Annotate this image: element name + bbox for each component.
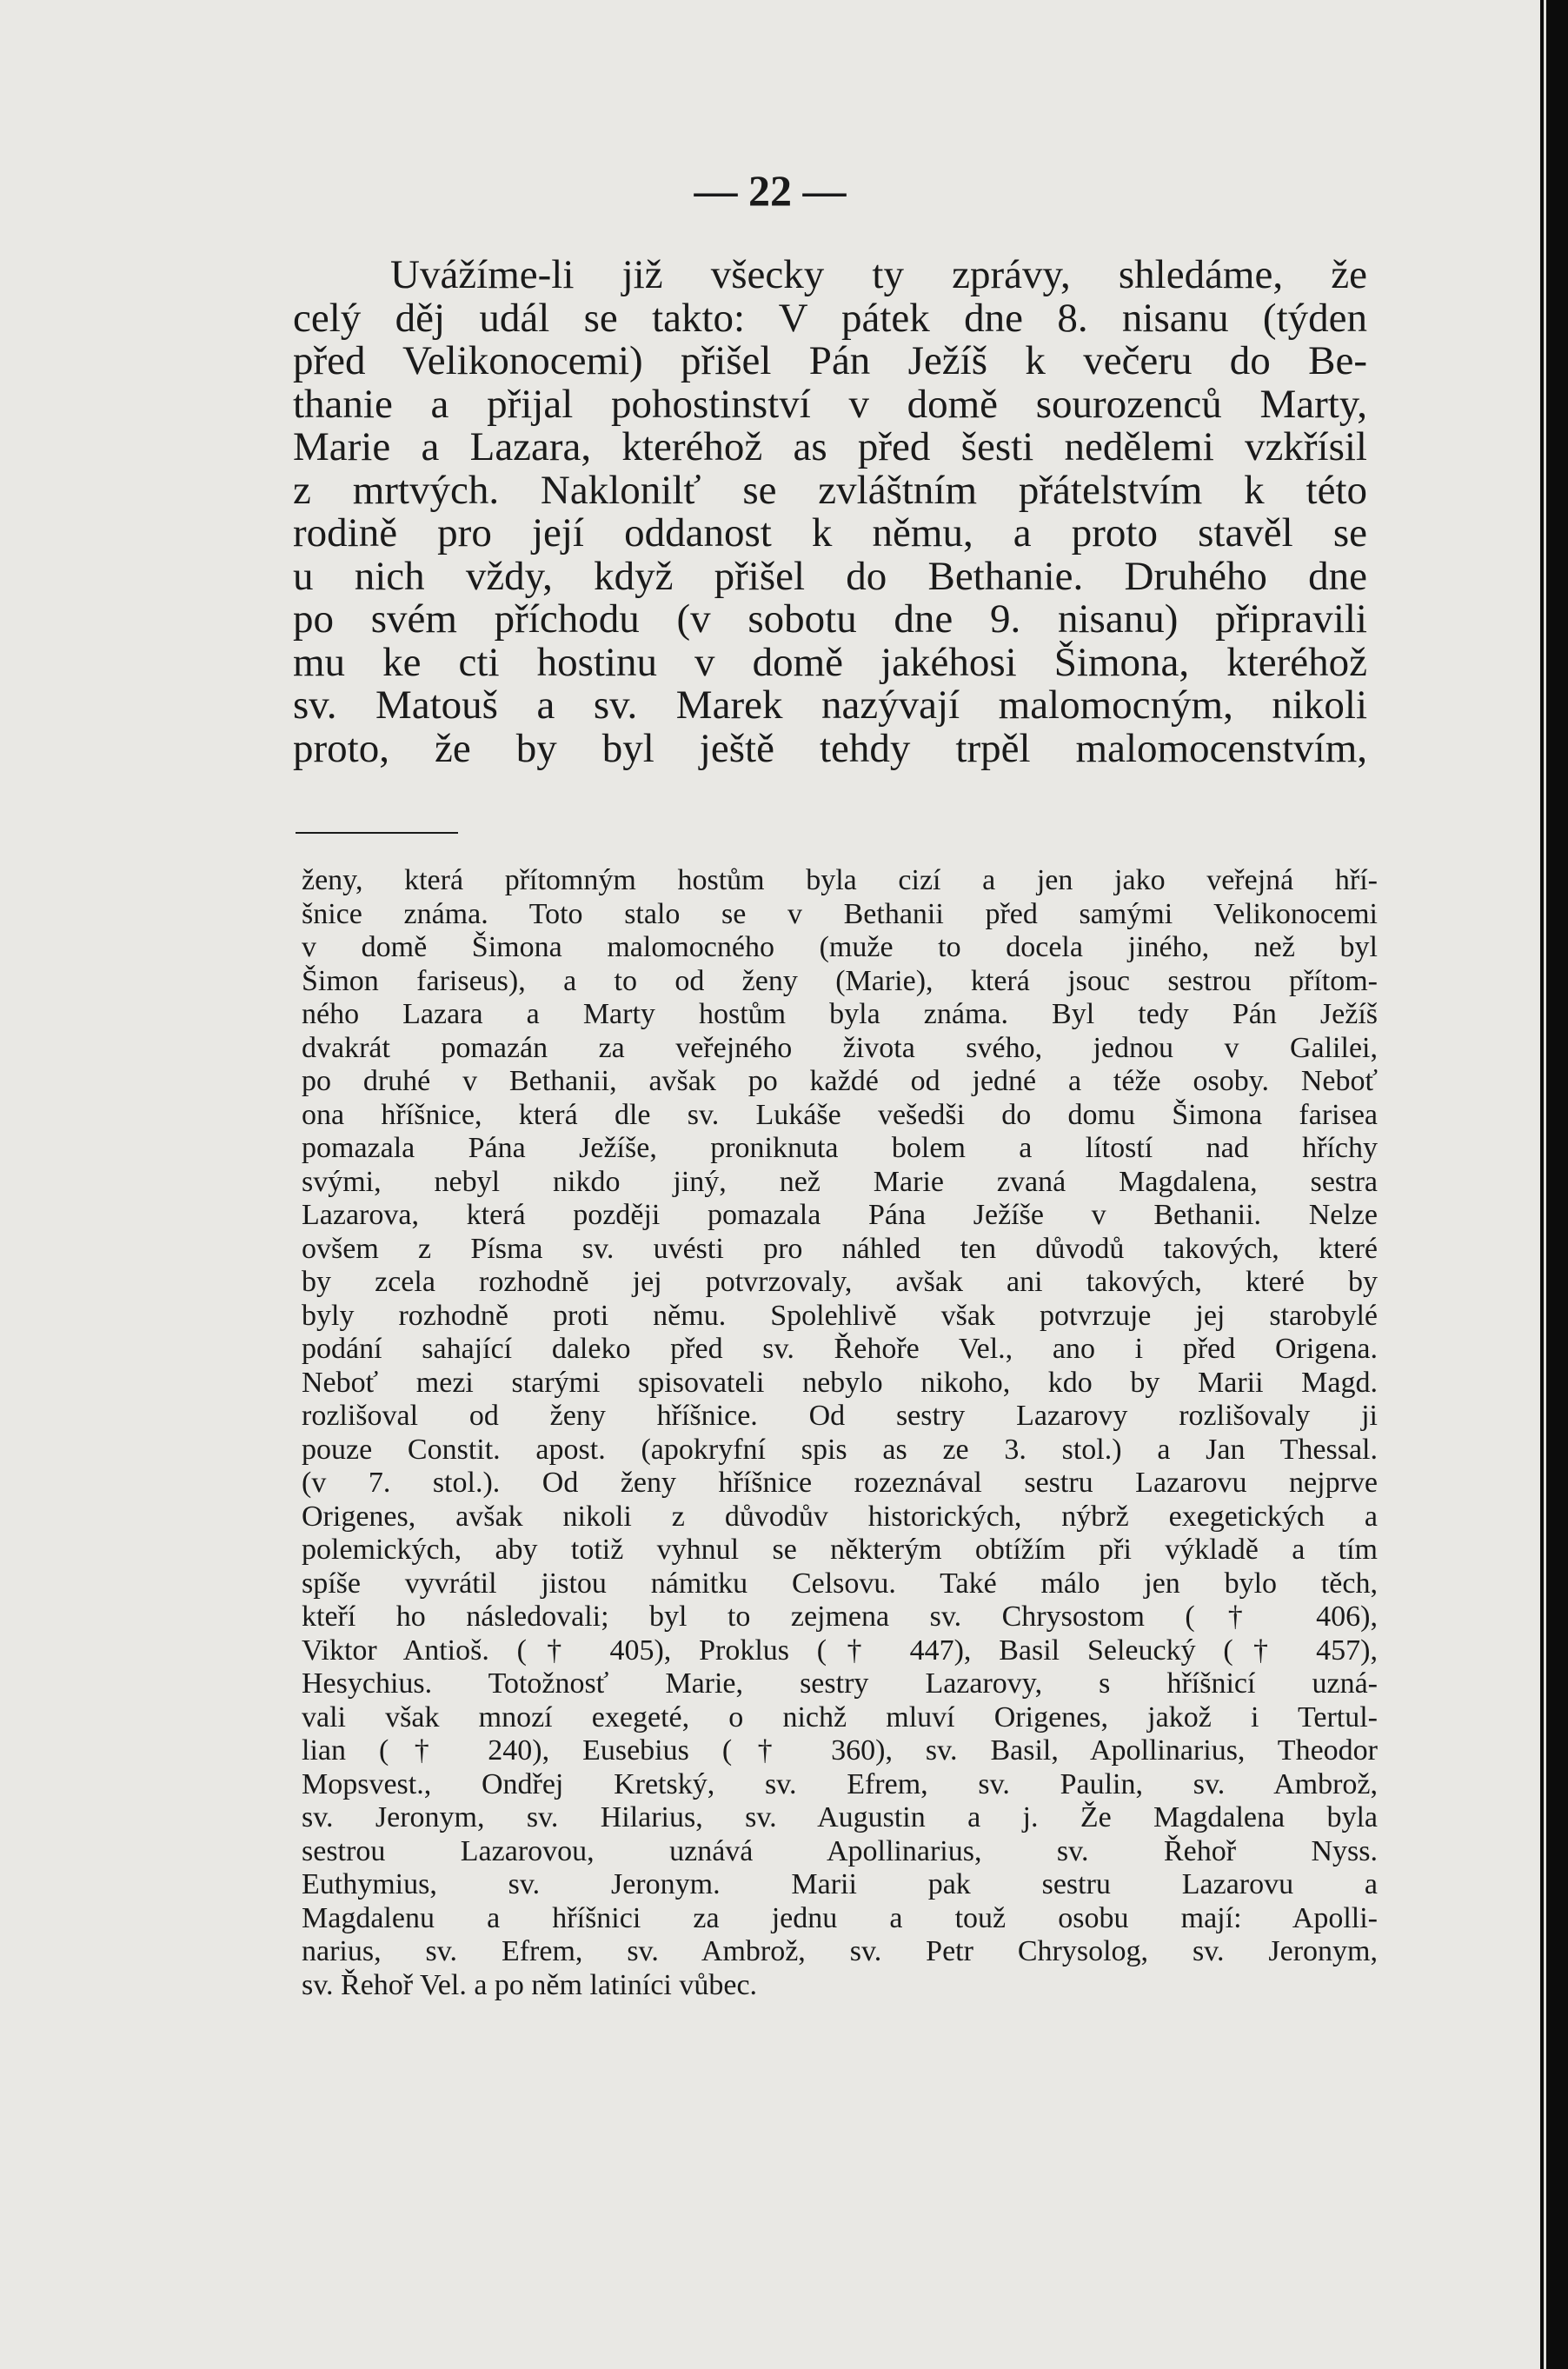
main-line: před Velikonocemi) přišel Pán Ježíš k večeru do Be- — [293, 338, 1367, 383]
footnote-line: narius, sv. Efrem, sv. Ambrož, sv. Petr Chrysolog, sv. Jeronym, — [302, 1935, 1378, 1967]
page-number: — 22 — — [694, 166, 847, 215]
footnote-line: ona hříšnice, která dle sv. Lukáše vešedši do domu Šimona farisea — [302, 1098, 1378, 1131]
main-line: po svém příchodu (v sobotu dne 9. nisanu) připravili — [293, 596, 1367, 642]
footnote-line: polemických, aby totiž vyhnul se některým obtížím při výkladě a tím — [302, 1534, 1378, 1566]
footnote-line: kteří ho následovali; byl to zejmena sv. Chrysostom († 406), — [302, 1600, 1378, 1633]
main-line: sv. Matouš a sv. Marek nazývají malomocným, nikoli — [293, 682, 1367, 728]
footnote-text — [302, 864, 1378, 2002]
footnote-line: sestrou Lazarovou, uznává Apollinarius, sv. Řehoř Nyss. — [302, 1834, 1378, 1867]
footnote-line: Neboť mezi starými spisovateli nebylo nikoho, kdo by Marii Magd. — [302, 1366, 1378, 1399]
footnote-line: by zcela rozhodně jej potvrzovaly, avšak ani takových, které by — [302, 1266, 1378, 1298]
footnote-line: šnice známa. Toto stalo se v Bethanii před samými Velikonocemi — [302, 897, 1378, 930]
main-line: u nich vždy, když přišel do Bethanie. Druhého dne — [293, 553, 1367, 599]
footnote-line: dvakrát pomazán za veřejného života svého, jednou v Galilei, — [302, 1031, 1378, 1064]
footnote-line: ného Lazara a Marty hostům byla známa. Byl tedy Pán Ježíš — [302, 998, 1378, 1030]
footnote-line: pouze Constit. apost. (apokryfní spis as ze 3. stol.) a Jan Thessal. — [302, 1433, 1378, 1466]
footnote-line: v domě Šimona malomocného (muže to docela jiného, než byl — [302, 931, 1378, 963]
footnote-line: ovšem z Písma sv. uvésti pro náhled ten důvodů takových, které — [302, 1232, 1378, 1265]
footnote-line: Origenes, avšak nikoli z důvodův historických, nýbrž exegetických a — [302, 1500, 1378, 1533]
footnote-line: pomazala Pána Ježíše, proniknuta bolem a lítostí nad hříchy — [302, 1132, 1378, 1164]
footnote-line: svými, nebyl nikdo jiný, než Marie zvaná Magdalena, sestra — [302, 1165, 1378, 1198]
footnote-line: sv. Jeronym, sv. Hilarius, sv. Augustin a j. Že Magdalena byla — [302, 1801, 1378, 1833]
main-line: thanie a přijal pohostinství v domě sourozenců Marty, — [293, 381, 1367, 427]
footnote-line: Lazarova, která později pomazala Pána Ježíše v Bethanii. Nelze — [302, 1199, 1378, 1231]
main-text — [293, 254, 1367, 770]
footnote-line: rozlišoval od ženy hříšnice. Od sestry Lazarovy rozlišovaly ji — [302, 1400, 1378, 1432]
main-line: Uvážíme-li již všecky ty zprávy, shledáme, že — [390, 252, 1367, 297]
main-line: mu ke cti hostinu v domě jakéhosi Šimona, kteréhož — [293, 639, 1367, 685]
footnote-line: Magdalenu a hříšnici za jednu a touž osobu mají: Apolli- — [302, 1901, 1378, 1934]
footnote-line: vali však mnozí exegeté, o nichž mluví Origenes, jakož i Tertul- — [302, 1700, 1378, 1733]
footnote-line: Mopsvest., Ondřej Kretský, sv. Efrem, sv. Paulin, sv. Ambrož, — [302, 1767, 1378, 1800]
main-line: celý děj udál se takto: V pátek dne 8. nisanu (týden — [293, 295, 1367, 341]
footnote-line: lian († 240), Eusebius († 360), sv. Basil, Apollinarius, Theodor — [302, 1734, 1378, 1767]
footnote-line: (v 7. stol.). Od ženy hříšnice rozeznával sestru Lazarovu nejprve — [302, 1467, 1378, 1499]
footnote-line: Viktor Antioš. († 405), Proklus († 447), Basil Seleucký († 457), — [302, 1634, 1378, 1667]
main-line: rodině pro její oddanost k němu, a proto stavěl se — [293, 510, 1367, 556]
main-line: Marie a Lazara, kteréhož as před šesti nedělemi vzkřísil — [293, 424, 1367, 469]
footnote-divider — [296, 832, 458, 834]
scan-edge-line — [1544, 0, 1546, 2369]
footnote-line: sv. Řehoř Vel. a po něm latiníci vůbec. — [302, 1968, 758, 2001]
footnote-line: ženy, která přítomným hostům byla cizí a jen jako veřejná hří- — [302, 864, 1378, 896]
footnote-line: spíše vyvrátil jistou námitku Celsovu. Také málo jen bylo těch, — [302, 1567, 1378, 1600]
footnote-line: Šimon fariseus), a to od ženy (Marie), která jsouc sestrou přítom- — [302, 964, 1378, 997]
footnote-line: Hesychius. Totožnosť Marie, sestry Lazarovy, s hříšnicí uzná- — [302, 1667, 1378, 1700]
main-line: z mrtvých. Naklonilť se zvláštním přátelstvím k této — [293, 467, 1367, 513]
footnote-line: po druhé v Bethanii, avšak po každé od jedné a téže osoby. Neboť — [302, 1065, 1378, 1097]
footnote-line: podání sahající daleko před sv. Řehoře Vel., ano i před Origena. — [302, 1333, 1378, 1365]
main-line: proto, že by byl ještě tehdy trpěl malomocenstvím, — [293, 725, 1367, 771]
footnote-line: Euthymius, sv. Jeronym. Marii pak sestru Lazarovu a — [302, 1868, 1378, 1900]
footnote-line: byly rozhodně proti němu. Spolehlivě však potvrzuje jej starobylé — [302, 1299, 1378, 1332]
